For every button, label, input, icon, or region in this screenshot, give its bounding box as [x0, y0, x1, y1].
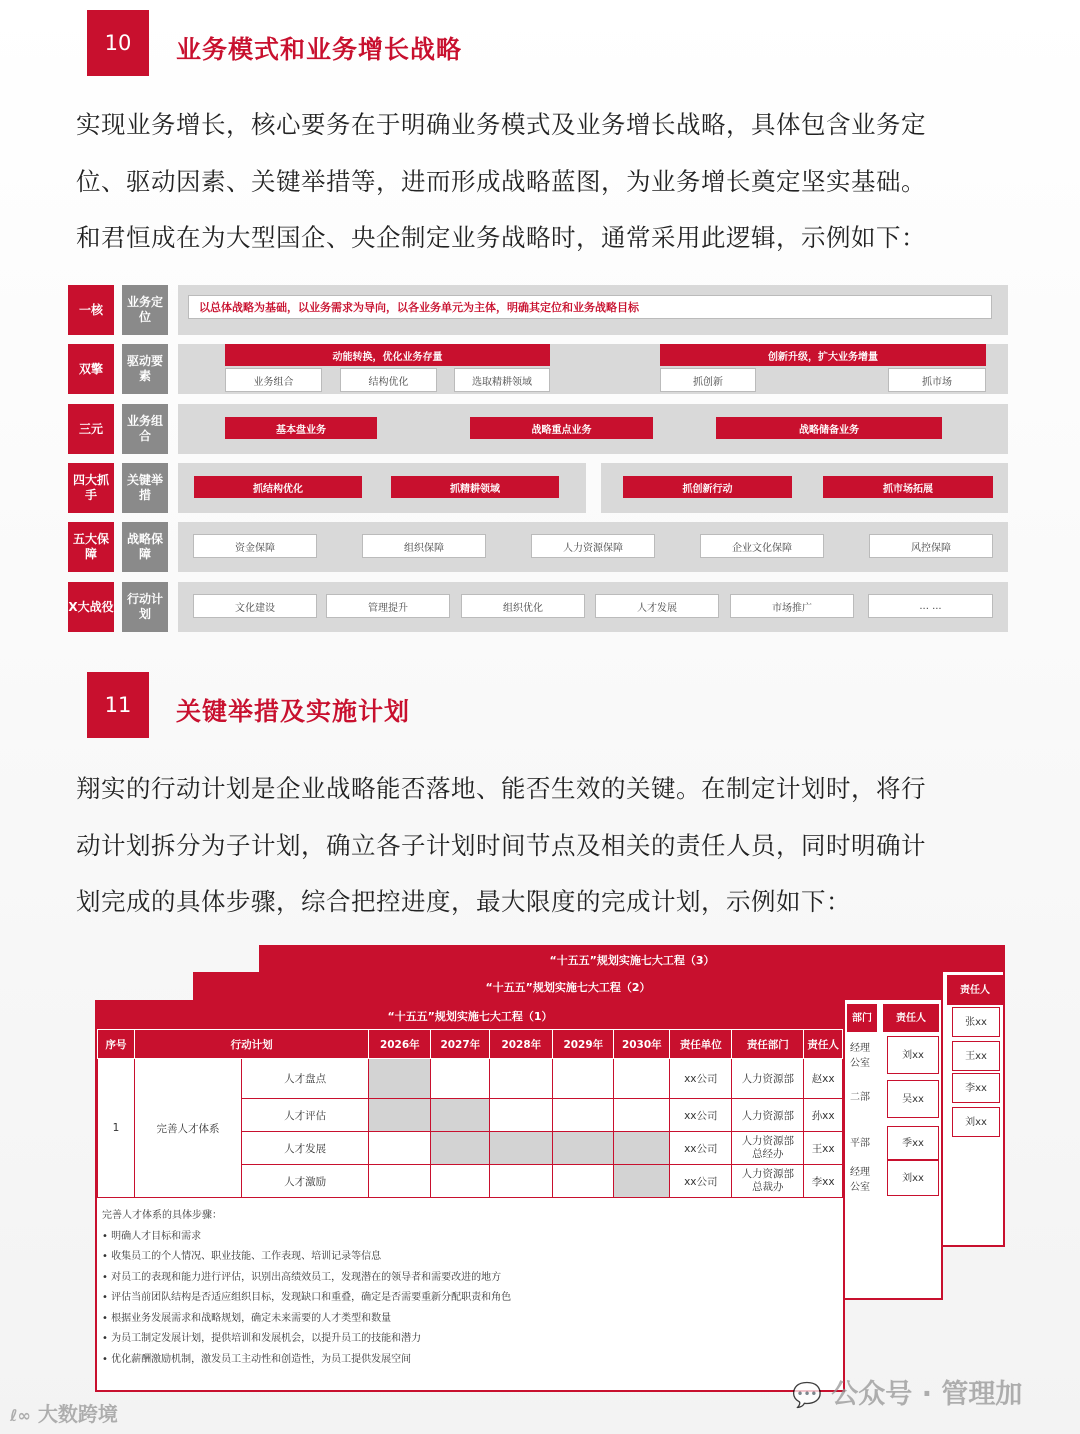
dept-cell: 经理 公室: [850, 1167, 870, 1193]
dept-cell: 平部: [850, 1137, 870, 1149]
driver-item: 业务组合: [225, 368, 322, 392]
row-label: 五大保障: [68, 522, 114, 572]
initiative-item: 抓市场拓展: [823, 476, 993, 498]
portfolio-item: 基本盘业务: [225, 417, 377, 439]
guarantee-item: 风控保障: [869, 534, 993, 558]
paragraph-line: 实现业务增长，核心要务在于明确业务模式及业务增长战略，具体包含业务定: [76, 110, 926, 139]
person-cell: 张xx: [952, 1007, 1000, 1037]
timeline-cell-active: [490, 1132, 553, 1165]
paragraph-line: 和君恒成在为大型国企、央企制定业务战略时，通常采用此逻辑，示例如下：: [76, 223, 926, 252]
header-cell: 序号: [98, 1030, 135, 1059]
header-cell: 责任单位: [670, 1030, 732, 1059]
table-title: “十五五”规划实施七大工程（2）: [195, 974, 941, 1000]
timeline-cell: [369, 1165, 431, 1198]
section-number: 11: [87, 672, 149, 738]
person-cell: 孙xx: [804, 1099, 843, 1132]
timeline-cell-active: [431, 1132, 490, 1165]
timeline-cell: [431, 1059, 490, 1099]
paragraph-line: 翔实的行动计划是企业战略能否落地、能否生效的关键。在制定计划时，将行: [76, 774, 926, 803]
watermark-left: [10, 1398, 118, 1427]
timeline-cell-active: [369, 1099, 431, 1132]
row-label: 双擎: [68, 344, 114, 394]
group-title: 创新升级，扩大业务增量: [660, 344, 986, 366]
person-cell: 王xx: [804, 1132, 843, 1165]
initiative-item: 抓创新行动: [623, 476, 792, 498]
timeline-cell-active: [614, 1132, 670, 1165]
framework-row: [68, 463, 1008, 513]
guarantee-item: 组织保障: [362, 534, 486, 558]
person-cell: 赵xx: [804, 1059, 843, 1099]
timeline-cell: [369, 1132, 431, 1165]
section-number: 10: [87, 10, 149, 76]
framework-row: [68, 522, 1008, 572]
timeline-cell-active: [553, 1132, 614, 1165]
dept-cell: 人力资源部 总裁办: [732, 1165, 804, 1198]
header-cell: 2027年: [431, 1030, 490, 1059]
guarantee-item: 资金保障: [193, 534, 317, 558]
column-header: 责任人: [947, 975, 1003, 1005]
step-item: • 评估当前团队结构是否适应组织目标，发现缺口和重叠，确定是否需要重新分配职责和角色: [102, 1288, 843, 1309]
driver-item: 抓市场: [888, 368, 986, 392]
portfolio-item: 战略重点业务: [470, 417, 653, 439]
column-header: 责任人: [883, 1004, 939, 1032]
row-category: 业务定位: [122, 285, 168, 335]
section-title: 关键举措及实施计划: [176, 697, 411, 726]
unit-cell: xx公司: [670, 1099, 732, 1132]
header-cell: 责任部门: [732, 1030, 804, 1059]
watermark-text: 大数跨境: [37, 1402, 118, 1426]
column-header: 部门: [847, 1004, 877, 1032]
framework-row: [68, 582, 1008, 632]
person-cell: 刘xx: [952, 1107, 1000, 1137]
step-item: • 对员工的表现和能力进行评估，识别出高绩效员工，发现潜在的领导者和需要改进的地方: [102, 1268, 843, 1289]
dept-cell: 经理 公室: [850, 1043, 870, 1069]
dept-cell: 人力资源部: [732, 1059, 804, 1099]
row-category: 业务组合: [122, 404, 168, 454]
person-cell: 李xx: [952, 1073, 1000, 1103]
framework-row: [68, 344, 1008, 394]
person-cell: 刘xx: [887, 1036, 939, 1074]
timeline-cell: [553, 1059, 614, 1099]
subplan-cell: 人才评估: [242, 1099, 369, 1132]
row-label: 三元: [68, 404, 114, 454]
portfolio-item: 战略储备业务: [716, 417, 942, 439]
step-item: • 根据业务发展需求和战略规划，确定未来需要的人才类型和数量: [102, 1309, 843, 1330]
timeline-cell-active: [431, 1099, 490, 1132]
campaign-item: 人才发展: [595, 594, 719, 618]
driver-item: 选取精耕领域: [454, 368, 550, 392]
section-title: 业务模式和业务增长战略: [176, 35, 463, 64]
subplan-cell: 人才激励: [242, 1165, 369, 1198]
unit-cell: xx公司: [670, 1059, 732, 1099]
dept-cell: 人力资源部: [732, 1099, 804, 1132]
timeline-cell: [614, 1099, 670, 1132]
person-cell: 李xx: [804, 1165, 843, 1198]
watermark-text: 公众号 · 管理加: [831, 1379, 1023, 1410]
unit-cell: xx公司: [670, 1132, 732, 1165]
row-label: 四大抓手: [68, 463, 114, 513]
steps-title: 完善人才体系的具体步骤：: [102, 1210, 222, 1221]
driver-item: 抓创新: [660, 368, 756, 392]
section-paragraph: [76, 761, 1016, 931]
plan-cell: 完善人才体系: [135, 1059, 242, 1198]
step-item: • 为员工制定发展计划，提供培训和发展机会，以提升员工的技能和潜力: [102, 1329, 843, 1350]
row-body: [178, 404, 1008, 454]
seq-cell: 1: [98, 1059, 135, 1198]
positioning-statement: 以总体战略为基础，以业务需求为导向，以各业务单元为主体，明确其定位和业务战略目标: [188, 295, 992, 319]
watermark-logo-icon: ℓ∞: [10, 1406, 31, 1425]
subplan-cell: 人才发展: [242, 1132, 369, 1165]
timeline-cell: [431, 1165, 490, 1198]
paragraph-line: 动计划拆分为子计划，确立各子计划时间节点及相关的责任人员，同时明确计: [76, 830, 926, 860]
group-title: 动能转换，优化业务存量: [225, 344, 550, 366]
row-body: [178, 285, 1008, 335]
timeline-cell-active: [369, 1059, 431, 1099]
initiative-item: 抓结构优化: [194, 476, 362, 498]
row-category: 驱动要素: [122, 344, 168, 394]
row-body: [178, 582, 1008, 632]
timeline-cell-active: [614, 1165, 670, 1198]
steps-list: [97, 1198, 843, 1370]
person-cell: 季xx: [887, 1126, 939, 1160]
table-row: [98, 1059, 843, 1099]
timeline-cell: [553, 1165, 614, 1198]
paragraph-line: 划完成的具体步骤，综合把控进度，最大限度的完成计划，示例如下：: [76, 887, 851, 916]
row-category: 行动计划: [122, 582, 168, 632]
campaign-item: 组织优化: [461, 594, 585, 618]
person-cell: 刘xx: [887, 1160, 939, 1196]
watermark-right: [792, 1372, 1022, 1411]
unit-cell: xx公司: [670, 1165, 732, 1198]
row-category: 战略保障: [122, 522, 168, 572]
guarantee-item: 人力资源保障: [531, 534, 655, 558]
header-cell: 2030年: [614, 1030, 670, 1059]
step-item: • 收集员工的个人情况、职业技能、工作表现、培训记录等信息: [102, 1247, 843, 1268]
plan-table-1: [95, 1000, 845, 1392]
timeline-cell: [490, 1099, 553, 1132]
action-plan-table: [97, 1029, 843, 1198]
campaign-item: 文化建设: [193, 594, 317, 618]
driver-item: 结构优化: [340, 368, 437, 392]
step-item: • 优化薪酬激励机制，激发员工主动性和创造性，为员工提供发展空间: [102, 1350, 843, 1371]
timeline-cell: [553, 1099, 614, 1132]
row-body: [178, 344, 1008, 394]
framework-row: [68, 404, 1008, 454]
timeline-cell: [614, 1059, 670, 1099]
row-body: [178, 522, 1008, 572]
timeline-cell: [490, 1059, 553, 1099]
dept-cell: 人力资源部 总经办: [732, 1132, 804, 1165]
initiative-item: 抓精耕领域: [391, 476, 559, 498]
row-body: [601, 463, 1008, 513]
section-paragraph: [76, 97, 1016, 267]
subplan-cell: 人才盘点: [242, 1059, 369, 1099]
table-title: “十五五”规划实施七大工程（3）: [261, 947, 1003, 972]
framework-row: [68, 285, 1008, 335]
header-cell: 行动计划: [135, 1030, 369, 1059]
dept-cell: 二部: [850, 1091, 870, 1103]
header-cell: 2026年: [369, 1030, 431, 1059]
campaign-item: 管理提升: [326, 594, 450, 618]
timeline-cell: [490, 1165, 553, 1198]
row-label: 一核: [68, 285, 114, 335]
row-category: 关键举措: [122, 463, 168, 513]
header-cell: 2029年: [553, 1030, 614, 1059]
row-body: [178, 463, 586, 513]
campaign-item: 市场推广: [730, 594, 854, 618]
wechat-icon: 💬: [792, 1381, 822, 1409]
paragraph-line: 位、驱动因素、关键举措等，进而形成战略蓝图，为业务增长奠定坚实基础。: [76, 166, 926, 196]
step-item: • 明确人才目标和需求: [102, 1227, 843, 1248]
person-cell: 吴xx: [887, 1080, 939, 1118]
row-label: X大战役: [68, 582, 114, 632]
header-cell: 2028年: [490, 1030, 553, 1059]
header-cell: 责任人: [804, 1030, 843, 1059]
table-title: “十五五”规划实施七大工程（1）: [97, 1002, 843, 1029]
person-cell: 王xx: [952, 1041, 1000, 1071]
guarantee-item: 企业文化保障: [700, 534, 824, 558]
campaign-item: ... ...: [868, 594, 993, 618]
